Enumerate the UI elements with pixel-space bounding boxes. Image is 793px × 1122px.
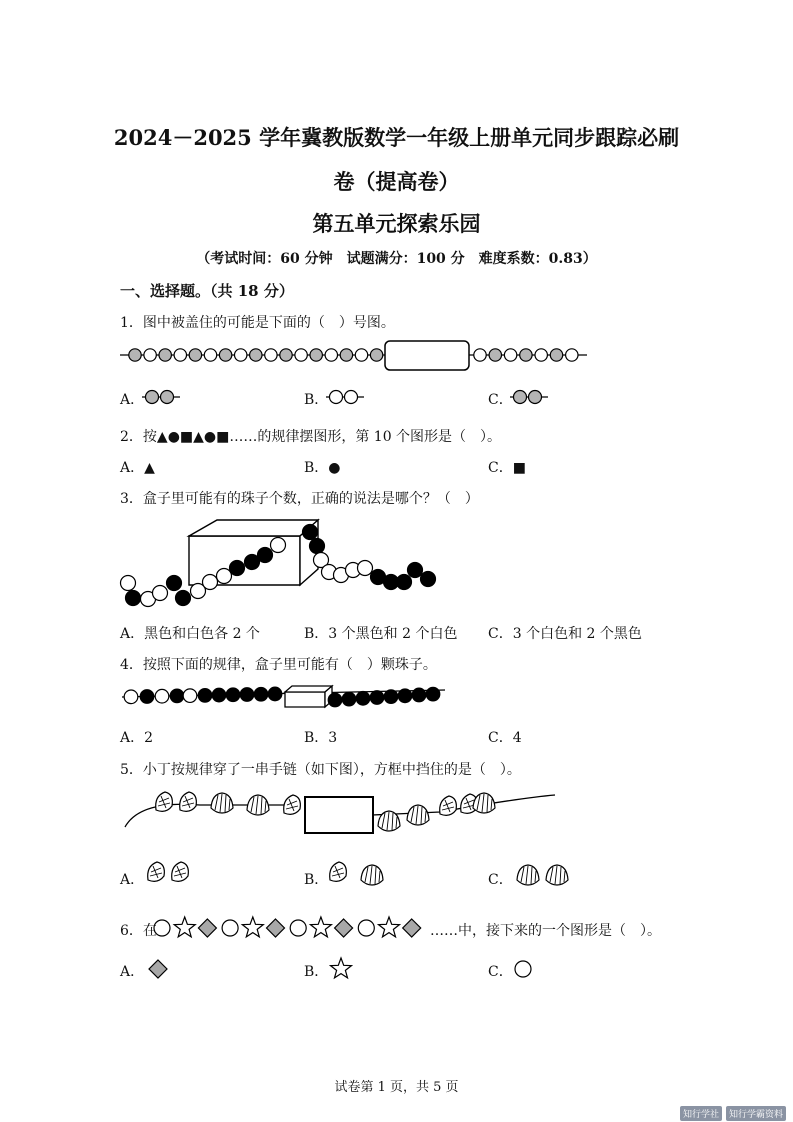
- option-label: C．: [488, 392, 513, 408]
- conch-shell-icon: [180, 792, 197, 811]
- question-text-suffix: ……中，接下来的一个图形是（ ）。: [430, 923, 661, 939]
- white-bead: [474, 349, 486, 361]
- watermark-left: 知行学社: [680, 1106, 722, 1121]
- white-bead: [155, 689, 169, 703]
- option-label: B．: [304, 626, 329, 642]
- q1-option-a[interactable]: [120, 389, 144, 409]
- scallop-shell-icon: [546, 865, 568, 885]
- question-number: 6．: [120, 923, 143, 939]
- conch-shell-icon: [284, 795, 301, 814]
- watermark-right: 知行学霸资料: [726, 1106, 786, 1121]
- q4-option-c[interactable]: [488, 727, 522, 747]
- shell-outline: [284, 795, 301, 814]
- question-text-prefix: 在: [142, 923, 157, 939]
- white-bead: [265, 349, 277, 361]
- diamond-shape-icon: [198, 919, 216, 937]
- scallop-shell-icon: [407, 805, 429, 825]
- black-bead: [384, 690, 398, 704]
- option-value: 4: [512, 730, 522, 746]
- gray-bead: [189, 349, 201, 361]
- black-bead: [167, 576, 182, 591]
- white-bead: [295, 349, 307, 361]
- shell-outline: [156, 792, 173, 811]
- white-bead: [183, 689, 197, 703]
- circle-shape-icon: [222, 920, 238, 936]
- diamond-shape-icon: [403, 919, 421, 937]
- question-number: 4．: [120, 657, 143, 673]
- q1-option-b[interactable]: [304, 389, 328, 409]
- option-label: B．: [304, 730, 329, 746]
- exam-info: （考试时间：60 分钟 试题满分：100 分 难度系数：0.83）: [196, 251, 597, 267]
- gray-bead: [550, 349, 562, 361]
- white-bead: [355, 349, 367, 361]
- black-bead: [356, 692, 370, 706]
- q4-box-front: [285, 692, 325, 707]
- document-title-line1: 2024－2025 学年冀教版数学一年级上册单元同步跟踪必刷: [113, 125, 680, 150]
- black-bead: [398, 689, 412, 703]
- option-label: B．: [304, 392, 329, 408]
- option-label: C．: [488, 460, 513, 476]
- shell-outline: [148, 862, 165, 881]
- black-bead: [310, 539, 325, 554]
- q5-option-b[interactable]: [304, 869, 328, 889]
- black-bead: [303, 525, 318, 540]
- q5-cover-box: [305, 797, 373, 833]
- gray-bead: [159, 349, 171, 361]
- question-number: 2．: [120, 429, 143, 445]
- white-bead: [124, 690, 138, 704]
- star-shape-icon: [310, 917, 331, 937]
- q1-option-c[interactable]: [488, 389, 513, 409]
- star-shape-icon: [242, 917, 263, 937]
- option-label: A．: [120, 460, 145, 476]
- black-bead: [342, 692, 356, 706]
- conch-shell-icon: [172, 862, 189, 881]
- gray-bead: [129, 349, 141, 361]
- black-bead: [370, 691, 384, 705]
- black-bead: [226, 688, 240, 702]
- question-2: [120, 426, 501, 446]
- q3-option-c[interactable]: [488, 623, 642, 643]
- question-text: 按▲●■▲●■……的规律摆图形，第 10 个图形是（ ）。: [142, 429, 502, 445]
- diamond-shape-icon: [267, 919, 285, 937]
- white-bead: [535, 349, 547, 361]
- black-bead: [408, 563, 423, 578]
- conch-shell-icon: [330, 862, 347, 881]
- shell-outline: [440, 796, 457, 815]
- option-value: 3 个白色和 2 个黑色: [512, 626, 642, 642]
- q5-option-a[interactable]: [120, 869, 144, 889]
- black-bead: [212, 688, 226, 702]
- gray-bead: [489, 349, 501, 361]
- black-bead: [421, 572, 436, 587]
- scallop-shell-icon: [211, 793, 233, 813]
- black-bead: [268, 687, 282, 701]
- black-bead: [170, 689, 184, 703]
- black-bead: [240, 688, 254, 702]
- option-label: A．: [120, 392, 145, 408]
- section-heading: 一、选择题。（共 18 分）: [120, 282, 294, 300]
- question-6: [120, 920, 157, 940]
- option-label: B．: [304, 872, 329, 888]
- question-number: 3．: [120, 491, 143, 507]
- conch-shell-icon: [148, 862, 165, 881]
- question-number: 5．: [120, 762, 143, 778]
- option-label: B．: [304, 460, 329, 476]
- gray-bead: [340, 349, 352, 361]
- option-bead: [161, 391, 174, 404]
- black-bead: [328, 693, 342, 707]
- white-bead: [203, 575, 218, 590]
- option-bead: [330, 391, 343, 404]
- option-bead: [514, 391, 527, 404]
- diamond-shape-icon: [335, 919, 353, 937]
- q2-option-a[interactable]: [120, 457, 155, 477]
- black-bead: [258, 548, 273, 563]
- shell-outline: [180, 792, 197, 811]
- question-text: 按照下面的规律，盒子里可能有（ ）颗珠子。: [142, 657, 437, 673]
- white-bead: [217, 569, 232, 584]
- black-bead: [412, 688, 426, 702]
- q1-cover-box: [385, 341, 469, 370]
- scallop-shell-icon: [361, 865, 383, 885]
- option-label: C．: [488, 872, 513, 888]
- option-value: 3 个黑色和 2 个白色: [328, 626, 458, 642]
- option-label: C．: [488, 730, 513, 746]
- q6-option-c[interactable]: [488, 961, 513, 981]
- white-bead: [121, 576, 136, 591]
- question-text: 盒子里可能有的珠子个数，正确的说法是哪个？（ ）: [142, 491, 479, 507]
- white-bead: [204, 349, 216, 361]
- black-bead: [397, 575, 412, 590]
- star-shape-icon: [174, 917, 195, 937]
- white-bead: [504, 349, 516, 361]
- circle-shape-icon: [290, 920, 306, 936]
- black-bead: [230, 561, 245, 576]
- white-bead: [566, 349, 578, 361]
- q4-option-a[interactable]: [120, 727, 153, 747]
- white-bead: [358, 561, 373, 576]
- black-bead: [140, 690, 154, 704]
- gray-bead: [310, 349, 322, 361]
- question-4: [120, 654, 437, 674]
- black-bead: [198, 689, 212, 703]
- white-bead: [271, 538, 286, 553]
- unit-title: 第五单元探索乐园: [312, 211, 481, 236]
- scallop-shell-icon: [517, 865, 539, 885]
- shell-outline: [172, 862, 189, 881]
- shell-outline: [330, 862, 347, 881]
- q4-box-top: [285, 686, 332, 692]
- q2-option-b[interactable]: [304, 457, 341, 477]
- q3-box-top: [189, 520, 318, 536]
- q5-option-c[interactable]: [488, 869, 513, 889]
- q6-option-b[interactable]: [304, 961, 328, 981]
- gray-bead: [280, 349, 292, 361]
- page-footer: 试卷第 1 页，共 5 页: [334, 1080, 459, 1095]
- white-bead: [325, 349, 337, 361]
- option-value: ●: [328, 460, 341, 476]
- option-diamond-icon: [149, 960, 167, 978]
- black-bead: [176, 591, 191, 606]
- gray-bead: [370, 349, 382, 361]
- scallop-shell-icon: [473, 793, 495, 813]
- star-shape-icon: [379, 917, 400, 937]
- scallop-shell-icon: [247, 795, 269, 815]
- gray-bead: [219, 349, 231, 361]
- q6-option-a[interactable]: [120, 961, 144, 981]
- q3-option-a[interactable]: [120, 623, 260, 643]
- option-label: A．: [120, 730, 145, 746]
- question-3: [120, 488, 479, 508]
- circle-shape-icon: [358, 920, 374, 936]
- option-star-icon: [331, 958, 352, 978]
- option-label: C．: [488, 626, 513, 642]
- gray-bead: [520, 349, 532, 361]
- option-value: ■: [512, 460, 526, 476]
- option-label: A．: [120, 964, 145, 980]
- question-number: 1．: [120, 315, 143, 331]
- question-text: 小丁按规律穿了一串手链（如下图），方框中挡住的是（ ）。: [142, 762, 521, 778]
- option-label: A．: [120, 626, 145, 642]
- option-label: A．: [120, 872, 145, 888]
- q3-option-b[interactable]: [304, 623, 457, 643]
- white-bead: [144, 349, 156, 361]
- option-bead: [146, 391, 159, 404]
- black-bead: [426, 687, 440, 701]
- question-text: 图中被盖住的可能是下面的（ ）号图。: [142, 315, 395, 331]
- conch-shell-icon: [156, 792, 173, 811]
- option-bead: [529, 391, 542, 404]
- conch-shell-icon: [440, 796, 457, 815]
- question-5: [120, 759, 521, 779]
- white-bead: [174, 349, 186, 361]
- option-label: C．: [488, 964, 513, 980]
- option-circle-icon: [515, 961, 531, 977]
- document-title-line2: 卷（提高卷）: [333, 169, 460, 194]
- black-bead: [254, 687, 268, 701]
- option-bead: [345, 391, 358, 404]
- q2-option-c[interactable]: [488, 457, 526, 477]
- option-value: 3: [328, 730, 338, 746]
- option-value: 黑色和白色各 2 个: [144, 626, 260, 642]
- white-bead: [153, 586, 168, 601]
- white-bead: [235, 349, 247, 361]
- option-value: ▲: [144, 460, 155, 476]
- option-value: 2: [144, 730, 154, 746]
- gray-bead: [250, 349, 262, 361]
- q4-option-b[interactable]: [304, 727, 337, 747]
- black-bead: [126, 591, 141, 606]
- option-label: B．: [304, 964, 329, 980]
